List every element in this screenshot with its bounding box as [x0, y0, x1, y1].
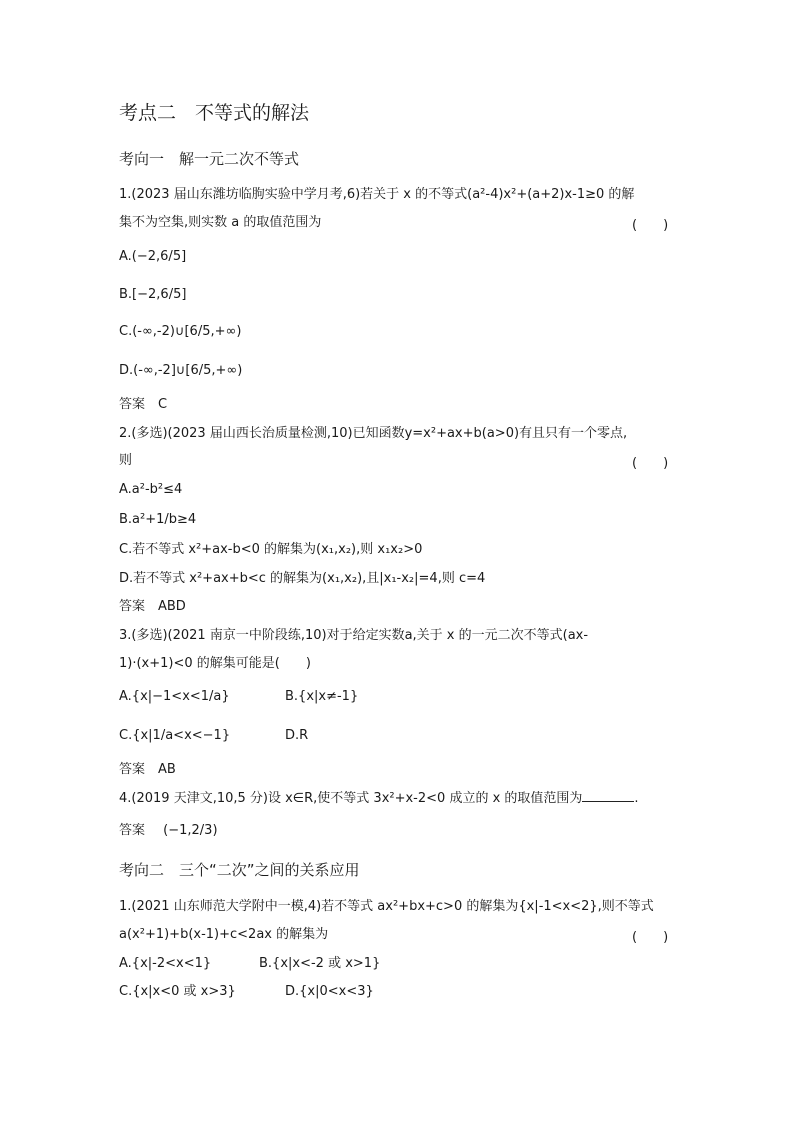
q4-stem-text: 4.(2019 天津文,10,5 分)设 x∈R,使不等式 3x²+x-2<0 成立的 x 的取值范围为: [119, 791, 583, 806]
q4-stem: [119, 789, 639, 808]
t2q1-stem-line2: a(x²+1)+b(x-1)+c<2ax 的解集为: [119, 927, 329, 942]
q3-stem-line1: 3.(多选)(2021 南京一中阶段练,10)对于给定实数a,关于 x 的一元二次不等式(ax-: [119, 628, 589, 643]
q1-stem-line1: 1.(2023 届山东潍坊临朐实验中学月考,6)若关于 x 的不等式(a²-4)x²+(a+2)x-1≥0 的解: [119, 187, 635, 202]
q2-option-b: B.a²+1/b≥4: [119, 512, 197, 527]
t2q1-option-b: B.{x|x<-2 或 x>1}: [259, 956, 381, 971]
t2q1-paren: ( ): [632, 930, 669, 945]
q2-stem-line2: 则: [119, 453, 133, 468]
q4-stem-tail: .: [634, 791, 639, 806]
q4-answer: [119, 822, 218, 840]
q1-option-b: B.[−2,6/5]: [119, 287, 187, 302]
q1-option-d: D.(-∞,-2]∪[6/5,+∞): [119, 363, 243, 378]
q1-option-a: A.(−2,6/5]: [119, 249, 187, 264]
t2q1-option-c: C.{x|x<0 或 x>3}: [119, 984, 236, 999]
q2-option-a: A.a²-b²≤4: [119, 482, 183, 497]
q4-answer-label: 答案: [119, 823, 146, 838]
q1-stem-line2: 集不为空集,则实数 a 的取值范围为: [119, 215, 322, 230]
q1-answer: 答案 C: [119, 397, 168, 412]
section-title: 考点二 不等式的解法: [119, 102, 310, 124]
t2q1-option-d: D.{x|0<x<3}: [285, 984, 374, 999]
q2-paren: ( ): [632, 456, 669, 471]
t2q1-option-a: A.{x|-2<x<1}: [119, 956, 212, 971]
topic2-title: 考向二 三个“二次”之间的关系应用: [119, 861, 360, 879]
q4-answer-value: (−1,2/3): [163, 823, 218, 838]
answer-blank: [582, 789, 634, 802]
q1-option-c: C.(-∞,-2)∪[6/5,+∞): [119, 324, 242, 339]
q3-option-d: D.R: [285, 728, 309, 743]
q3-option-c: C.{x|1/a<x<−1}: [119, 728, 231, 743]
q2-answer: 答案 ABD: [119, 599, 186, 614]
q2-option-d: D.若不等式 x²+ax+b<c 的解集为(x₁,x₂),且|x₁-x₂|=4,则 c=4: [119, 571, 486, 586]
q2-stem-line1: 2.(多选)(2023 届山西长治质量检测,10)已知函数y=x²+ax+b(a>0)有且只有一个零点,: [119, 426, 628, 441]
q3-option-a: A.{x|−1<x<1/a}: [119, 689, 230, 704]
t2q1-stem-line1: 1.(2021 山东师范大学附中一模,4)若不等式 ax²+bx+c>0 的解集为{x|-1<x<2},则不等式: [119, 899, 654, 914]
q3-answer: 答案 AB: [119, 762, 176, 777]
q3-option-b: B.{x|x≠-1}: [285, 689, 359, 704]
q3-stem-line2: 1)·(x+1)<0 的解集可能是( ): [119, 656, 311, 671]
q1-paren: ( ): [632, 218, 669, 233]
topic1-title: 考向一 解一元二次不等式: [119, 150, 300, 168]
q2-option-c: C.若不等式 x²+ax-b<0 的解集为(x₁,x₂),则 x₁x₂>0: [119, 542, 423, 557]
